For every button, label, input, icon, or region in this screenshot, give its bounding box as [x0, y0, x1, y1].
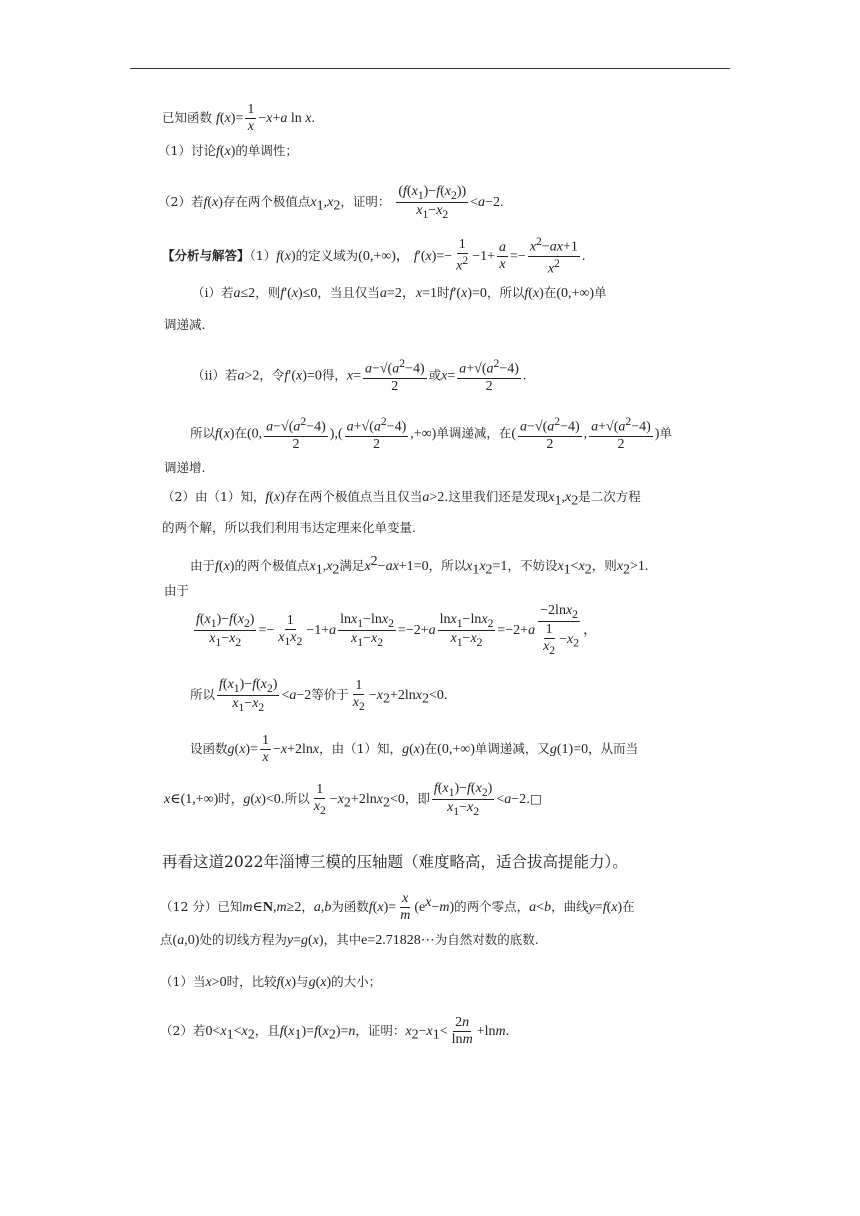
- analysis-part2-intro: （2）由（1）知，f(x)存在两个极值点当且仅当a>2.这里我们还是发现$x_1,x_2$是二次方程: [162, 489, 641, 509]
- formula-f-definition: f: [216, 111, 220, 127]
- analysis-conclusion: x∈(1,+∞)时，g(x)<0.所以 $\frac{1}{x_2}$ $-x_2+2\ln x_2<0$，即 $\frac{f(x_1)-f(x_2)}{x_1-x_2}$ <a−2.□: [164, 781, 542, 819]
- problem1-statement: 已知函数 f(x)= $\frac{1}{x}$ −x+a ln x.: [162, 102, 315, 135]
- transition-text: 再看这道2022年淄博三模的压轴题（难度略高，适合拔高提能力）。: [162, 853, 628, 871]
- problem2-question-2: （2）若$0<x_1<x_2$，且$f(x_1)=f(x_2)=n$，证明：$x_2-x_1<$ $\frac{2n}{\ln m}$ +lnm.: [160, 1015, 510, 1048]
- problem2-statement: （12 分）已知m∈N,m≥2，a,b为函数f(x)= $\frac{x}{m}$ $(e^x-m)$的两个零点，a<b，曲线y=f(x)在: [160, 891, 635, 924]
- analysis-chain-equation: $\frac{f(x_1)-f(x_2)}{x_1-x_2}$ =− $\frac{1}{x_1x_2}$ −1+a $\frac{\ln x_1-\ln x_2}{x_1-x_2}$ =−2+a $\frac{\ln x_1-\ln x_2}{x_1-x_2}$ =−2+a −2lnx$_2$ $\frac{1}{x_2}$ $-x_2$ ，: [196, 603, 598, 658]
- analysis-monotonic-cont: 调递增.: [164, 460, 206, 475]
- analysis-part1: 【分析与解答】（1）f(x)的定义域为(0,+∞)， f′(x)=− $\frac{1}{x^2}$ −1+ $\frac{a}{x}$ =− $\frac{x^2-ax+1}{x^2}$ .: [162, 235, 586, 277]
- problem1-question-2: （2）若f(x)存在两个极值点$x_1,x_2$，证明： $\frac{(f(x_1)-f(x_2))}{x_1-x_2}$ <a−2.: [158, 184, 504, 222]
- problem1-question-1: （1）讨论f(x)的单调性；: [158, 143, 298, 159]
- problem2-question-1: （1）当x>0时，比较f(x)与g(x)的大小；: [160, 974, 382, 990]
- analysis-case-1: （i）若a≤2，则f′(x)≤0，当且仅当a=2，x=1时f′(x)=0，所以f(x)在(0,+∞)单: [192, 285, 607, 301]
- analysis-equivalent: 所以 $\frac{f(x_1)-f(x_2)}{x_1-x_2}$ <a−2等价于 $\frac{1}{x_2}$ $-x_2+2\ln x_2<0$.: [190, 677, 448, 715]
- analysis-part2-intro-cont: 的两个解，所以我们利用韦达定理来化单变量.: [162, 520, 416, 535]
- analysis-case-2: （ii）若a>2，令f′(x)=0得，x= $\frac{a-√(a^2-4)}{2}$ 或x= $\frac{a+√(a^2-4)}{2}$ .: [192, 357, 527, 394]
- problem2-statement-cont: 点(a,0)处的切线方程为y=g(x)，其中e=2.71828⋯为自然对数的底数.: [160, 932, 539, 948]
- analysis-since: 由于: [164, 583, 190, 598]
- analysis-case-1-cont: 调递减.: [164, 317, 206, 332]
- analysis-vieta: 由于f(x)的两个极值点$x_1,x_2$满足$x^2-ax+1=0$，所以$x_1x_2=1$，不妨设$x_1<x_2$，则$x_2>1$.: [190, 554, 649, 578]
- analysis-g-function: 设函数g(x)= $\frac{1}{x}$ −x+2lnx，由（1）知，g(x)在(0,+∞)单调递减，又g(1)=0，从而当: [190, 733, 639, 766]
- analysis-monotonic: 所以f(x)在(0, $\frac{a-√(a^2-4)}{2}$ ),( $\frac{a+√(a^2-4)}{2}$ ,+∞)单调递减，在( $\frac{a-√(a^2-4)}{2}$ , $\frac{a+√(a^2-4)}{2}$ )单: [190, 415, 672, 452]
- header-rule: [130, 68, 730, 69]
